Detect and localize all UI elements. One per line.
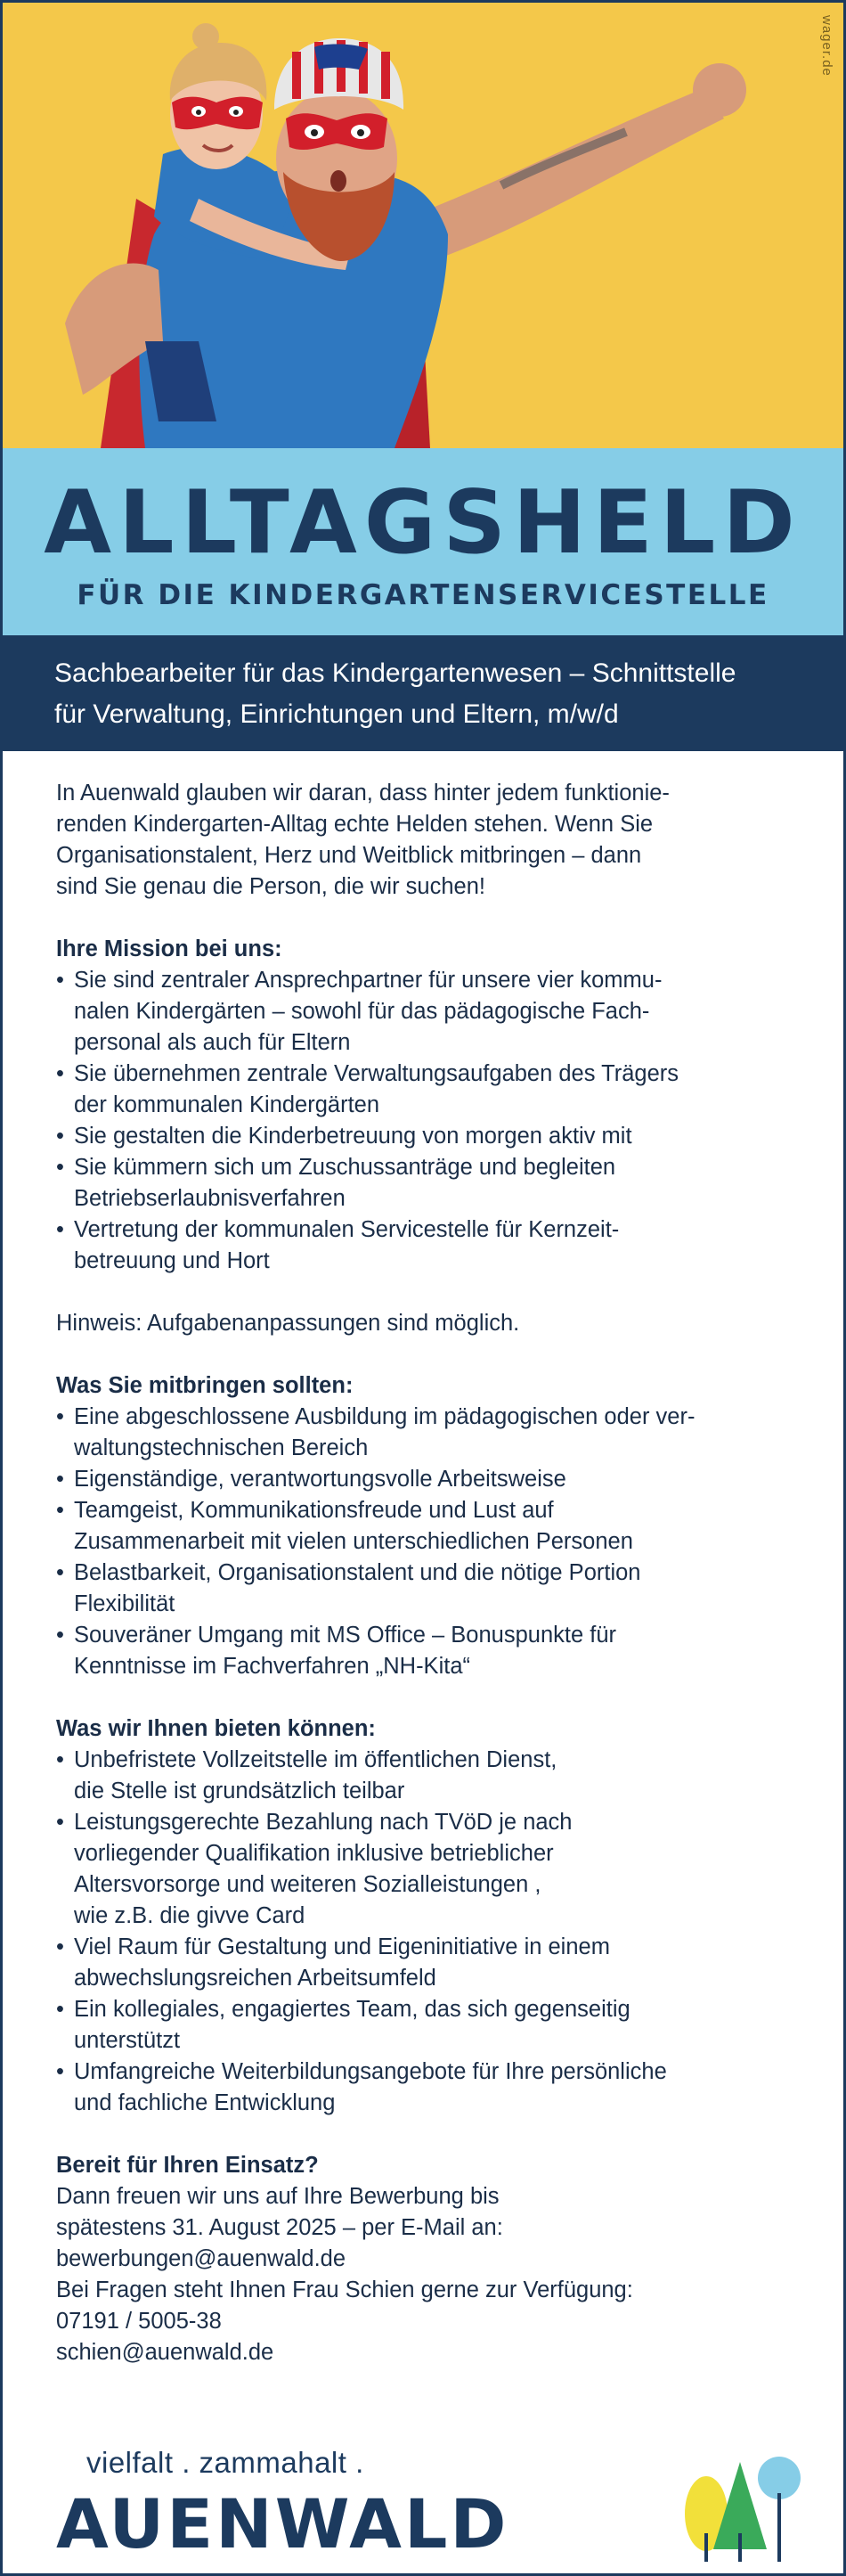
list-item: • Unbefristete Vollzeitstelle im öffentlichen Dienst, die Stelle ist grundsätzlich teilbar	[56, 1745, 808, 1807]
headline-subtitle: FÜR DIE KINDERGARTENSERVICESTELLE	[77, 579, 769, 611]
list-item: • Teamgeist, Kommunikationsfreude und Lust auf Zusammenarbeit mit vielen unterschiedlichen Personen	[56, 1495, 808, 1558]
list-item: • Sie gestalten die Kinderbetreuung von morgen aktiv mit	[56, 1121, 808, 1152]
logo-slogan: vielfalt . zammahalt .	[86, 2446, 364, 2479]
list-item: • Vertretung der kommunalen Servicestelle für Kernzeit- betreuung und Hort	[56, 1214, 808, 1277]
auenwald-logo	[56, 2444, 804, 2569]
contact-phone[interactable]: 07191 / 5005-38	[56, 2309, 222, 2334]
mission-heading: Ihre Mission bei uns:	[56, 936, 282, 961]
headline-title: ALLTAGSHELD	[44, 472, 802, 574]
requirements-heading: Was Sie mitbringen sollten:	[56, 1373, 354, 1398]
position-line: für Verwaltung, Einrichtungen und Eltern, m/w/d	[54, 699, 619, 729]
list-item: • Souveräner Umgang mit MS Office – Bonuspunkte für Kenntnisse im Fachverfahren „NH-Kita“	[56, 1620, 808, 1682]
apply-line: Dann freuen wir uns auf Ihre Bewerbung bis	[56, 2184, 500, 2209]
headline-band	[3, 448, 843, 635]
list-item: • Sie sind zentraler Ansprechpartner für unsere vier kommu- nalen Kindergärten – sowohl für das pädagogische Fach- personal als auch für Eltern	[56, 965, 808, 1059]
position-line: Sachbearbeiter für das Kindergartenwesen – Schnittstelle	[54, 658, 736, 688]
requirements-list	[56, 1402, 808, 1682]
offer-list	[56, 1745, 808, 2119]
offer-heading: Was wir Ihnen bieten können:	[56, 1716, 376, 1741]
list-item: • Leistungsgerechte Bezahlung nach TVöD je nach vorliegender Qualifikation inklusive betrieblicher Altersvorsorge und weiteren Sozialleistungen , wie z.B. die givve Card	[56, 1807, 808, 1932]
intro-line: sind Sie genau die Person, die wir suchen!	[56, 874, 485, 899]
list-item: • Sie kümmern sich um Zuschussanträge und begleiten Betriebserlaubnisverfahren	[56, 1152, 808, 1214]
apply-text	[56, 2181, 808, 2368]
intro-text	[56, 778, 808, 903]
intro-line: In Auenwald glauben wir daran, dass hinter jedem funktionie-	[56, 781, 670, 806]
mission-list	[56, 965, 808, 1277]
mission-note: Hinweis: Aufgabenanpassungen sind möglich.	[56, 1311, 520, 1336]
list-item: • Viel Raum für Gestaltung und Eigeninitiative in einem abwechslungsreichen Arbeitsumfeld	[56, 1932, 808, 1994]
intro-line: Organisationstalent, Herz und Weitblick mitbringen – dann	[56, 843, 642, 868]
contact-email-link[interactable]: schien@auenwald.de	[56, 2340, 274, 2365]
list-item: • Ein kollegiales, engagiertes Team, das sich gegenseitig unterstützt	[56, 1994, 808, 2057]
intro-line: renden Kindergarten-Alltag echte Helden stehen. Wenn Sie	[56, 812, 654, 837]
position-title	[54, 653, 826, 735]
list-item: • Belastbarkeit, Organisationstalent und die nötige Portion Flexibilität	[56, 1558, 808, 1620]
list-item: • Umfangreiche Weiterbildungsangebote für Ihre persönliche und fachliche Entwicklung	[56, 2057, 808, 2119]
logo-wordmark: AUENWALD	[56, 2484, 509, 2564]
apply-heading: Bereit für Ihren Einsatz?	[56, 2153, 319, 2178]
superhero-father-daughter-illustration	[3, 3, 843, 448]
apply-line: Bei Fragen steht Ihnen Frau Schien gerne zur Verfügung:	[56, 2278, 633, 2302]
application-email-link[interactable]: bewerbungen@auenwald.de	[56, 2246, 346, 2271]
position-band	[3, 635, 843, 751]
list-item: • Eine abgeschlossene Ausbildung im pädagogischen oder ver- waltungstechnischen Bereich	[56, 1402, 808, 1464]
list-item: • Sie übernehmen zentrale Verwaltungsaufgaben des Trägers der kommunalen Kindergärten	[56, 1059, 808, 1121]
hero-photo	[3, 3, 843, 448]
ad-body	[56, 778, 808, 2368]
photo-credit: wager.de	[819, 15, 834, 77]
trees-icon	[679, 2444, 804, 2564]
apply-line: spätestens 31. August 2025 – per E-Mail an:	[56, 2215, 503, 2240]
list-item: • Eigenständige, verantwortungsvolle Arbeitsweise	[56, 1464, 808, 1495]
